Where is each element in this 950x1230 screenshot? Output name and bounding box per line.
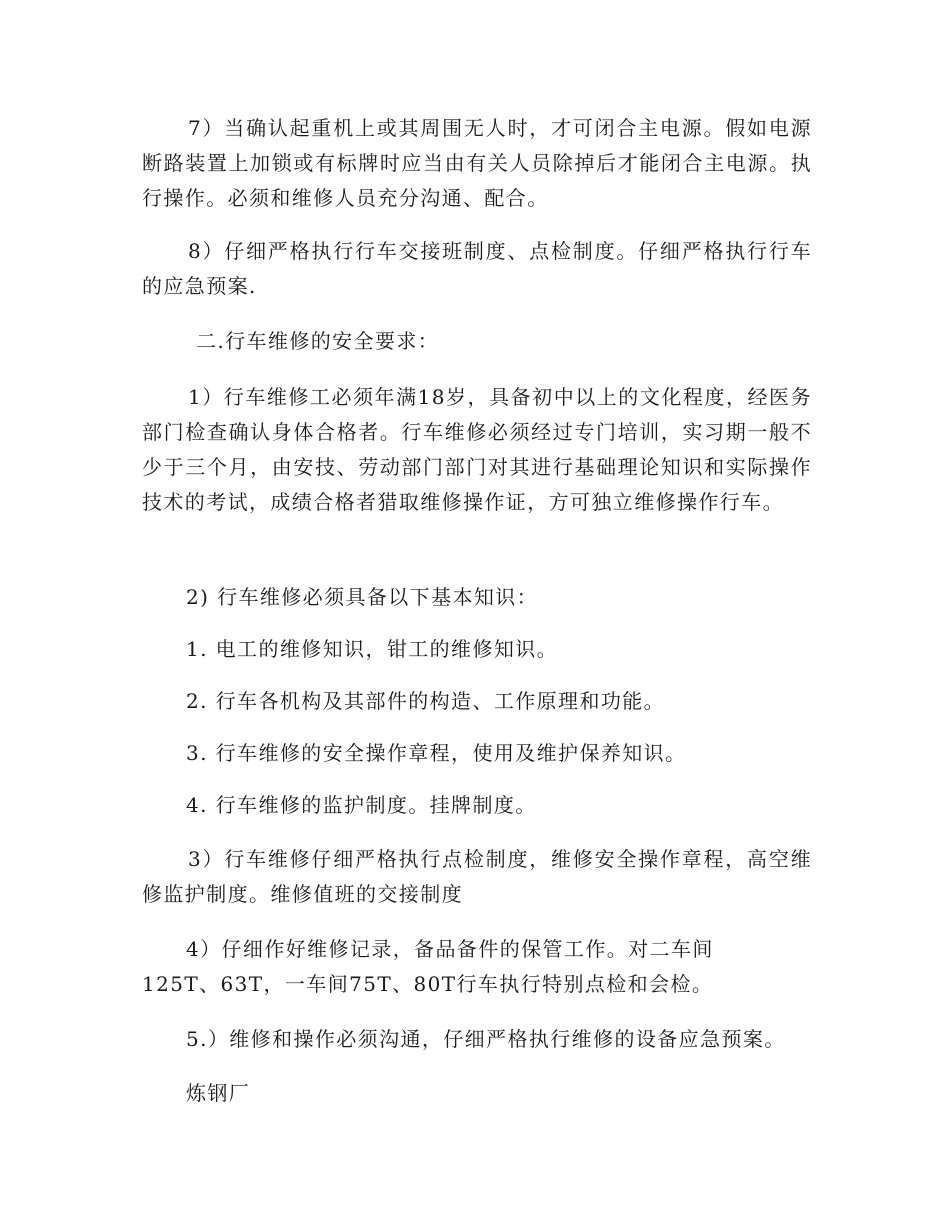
requirement-4-line-2: 125T、63T，一车间75T、80T行车执行特别点检和会检。 (142, 972, 714, 996)
section-heading: 二.行车维修的安全要求： (196, 329, 440, 353)
knowledge-item-1: 1. 电工的维修知识，钳工的维修知识。 (186, 637, 559, 661)
requirement-5: 5.）维修和操作必须沟通，仔细严格执行维修的设备应急预案。 (186, 1027, 786, 1051)
knowledge-item-3: 3. 行车维修的安全操作章程，使用及维护保养知识。 (186, 741, 687, 765)
requirement-3: 3）行车维修仔细严格执行点检制度，维修安全操作章程，高空维修监护制度。维修值班的交接制度 (142, 847, 812, 906)
requirement-1: 1）行车维修工必须年满18岁，具备初中以上的文化程度，经医务部门检查确认身体合格者。行车维修必须经过专门培训，实习期一般不少于三个月，由安技、劳动部门部门对其进行基础理论知识和实际操作技术的考试，成绩合格者猎取维修操作证，方可独立维修操作行车。 (142, 385, 812, 514)
knowledge-item-2: 2. 行车各机构及其部件的构造、工作原理和功能。 (186, 689, 666, 713)
signature-plant-name: 炼钢厂 (186, 1081, 251, 1105)
paragraph-8: 8）仔细严格执行行车交接班制度、点检制度。仔细严格执行行车的应急预案. (142, 239, 812, 298)
paragraph-7: 7）当确认起重机上或其周围无人时，才可闭合主电源。假如电源断路装置上加锁或有标牌时应当由有关人员除掉后才能闭合主电源。执行操作。必须和维修人员充分沟通、配合。 (142, 116, 812, 210)
knowledge-item-4: 4. 行车维修的监护制度。挂牌制度。 (186, 793, 537, 817)
requirement-2-intro: 2) 行车维修必须具备以下基本知识： (186, 585, 539, 609)
requirement-4-line-1: 4）仔细作好维修记录，备品备件的保管工作。对二车间 (186, 937, 714, 961)
